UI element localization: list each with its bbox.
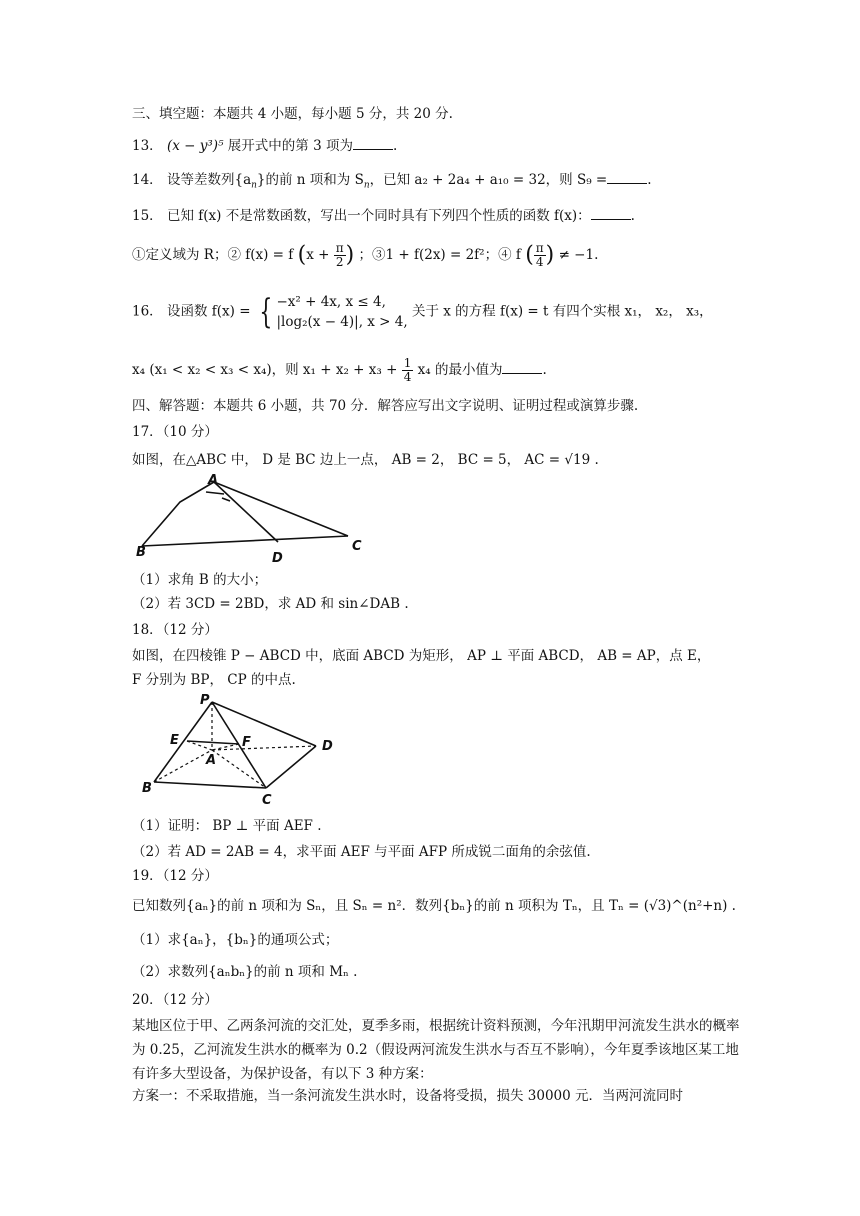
label-p: P bbox=[200, 693, 210, 708]
section-3-title: 三、填空题：本题共 4 小题，每小题 5 分，共 20 分. bbox=[132, 106, 453, 122]
question-16 bbox=[132, 292, 713, 332]
denominator: 4 bbox=[535, 255, 544, 269]
paren-close: ) bbox=[345, 242, 355, 268]
question-18-stem-2: F 分别为 BP， CP 的中点. bbox=[132, 672, 296, 688]
angle-mark bbox=[206, 492, 224, 494]
question-18-part-2: （2）若 AD = 2AB = 4，求平面 AEF 与平面 AFP 所成锐二面角的余弦值. bbox=[132, 844, 591, 860]
question-text: }的前 n 项和为 S bbox=[256, 172, 364, 188]
question-19-stem: 已知数列{aₙ}的前 n 项和为 Sₙ，且 Sₙ = n²．数列{bₙ}的前 n 项积为 Tₙ，且 Tₙ = (√3)^(n²+n) . bbox=[132, 898, 736, 914]
question-15 bbox=[132, 206, 635, 226]
answer-blank[interactable] bbox=[591, 207, 631, 220]
numerator: π bbox=[535, 241, 544, 255]
question-text: 关于 x 的方程 f(x) = t 有四个实根 x₁， x₂， x₃， bbox=[411, 303, 713, 320]
paren-open: ( bbox=[297, 242, 307, 268]
question-15-properties bbox=[132, 240, 598, 271]
section-4-title: 四、解答题：本题共 6 小题，共 70 分．解答应写出文字说明、证明过程或演算步骤. bbox=[132, 398, 639, 414]
label-a: A bbox=[208, 474, 219, 488]
answer-blank[interactable] bbox=[502, 361, 542, 374]
question-17-part-1: （1）求角 B 的大小； bbox=[132, 572, 268, 588]
edge-bc bbox=[142, 536, 348, 546]
period: . bbox=[542, 362, 547, 378]
edge-ab-hidden bbox=[154, 750, 212, 782]
label-d: D bbox=[272, 551, 283, 566]
label-d: D bbox=[322, 739, 333, 754]
question-text: 展开式中的第 3 项为 bbox=[227, 138, 353, 154]
question-14: 14． 设等差数列$\{a_n\}$的前 n 项和为 $S_n$，已知 a₂ + 2a₄ + a₁₀ = 32，则 S₉ = . bbox=[132, 172, 652, 191]
question-20-text: 某地区位于甲、乙两条河流的交汇处，夏季多雨，根据统计资料预测，今年汛期甲河流发生洪水的概率为 0.25，乙河流发生洪水的概率为 0.2（假设两河流发生洪水与否互不影响），今年夏季该地区某工地有许多大型设备，为保护设备，有以下 3 种方案： bbox=[132, 1018, 740, 1082]
period: . bbox=[630, 208, 635, 224]
fraction-1-over-4 bbox=[402, 357, 414, 384]
edge-ac bbox=[214, 482, 348, 536]
question-text: x₄ (x₁ < x₂ < x₃ < x₄)，则 x₁ + x₂ + x₃ + bbox=[132, 362, 398, 378]
edge-pd bbox=[212, 702, 316, 746]
question-20-header: 20．（12 分） bbox=[132, 992, 218, 1008]
answer-blank[interactable] bbox=[607, 171, 647, 184]
edge-bc bbox=[154, 782, 266, 788]
period: . bbox=[392, 138, 398, 154]
edge-ad-hidden bbox=[212, 746, 316, 750]
label-a: A bbox=[206, 753, 217, 768]
question-19-part-1: （1）求{aₙ}，{bₙ}的通项公式； bbox=[132, 932, 339, 948]
period: . bbox=[647, 172, 652, 188]
label-c: C bbox=[352, 539, 362, 554]
question-number: 15． bbox=[132, 208, 163, 224]
question-text: 设等差数列{a bbox=[166, 172, 252, 188]
question-number: 16． bbox=[132, 303, 163, 320]
label-b: B bbox=[136, 545, 146, 560]
question-number: 13． bbox=[132, 138, 163, 154]
question-17-part-2: （2）若 3CD = 2BD，求 AD 和 sin∠DAB . bbox=[132, 596, 409, 612]
fraction-pi-over-2 bbox=[334, 242, 346, 269]
case-2: |log₂(x − 4)|, x > 4, bbox=[276, 314, 408, 330]
question-17-stem: 如图，在△ABC 中， D 是 BC 边上一点， AB = 2， BC = 5， AC = √19 . bbox=[132, 452, 599, 468]
piecewise-cases bbox=[276, 292, 407, 332]
angle-mark bbox=[222, 498, 230, 501]
paren-open: ( bbox=[525, 242, 534, 268]
question-20-plan-1: 方案一：不采取措施，当一条河流发生洪水时，设备将受损，损失 30000 元．当两河流同时 bbox=[132, 1088, 684, 1104]
property-text: x + bbox=[306, 247, 330, 263]
question-text: 设函数 f(x) = bbox=[166, 303, 251, 320]
pyramid-figure bbox=[132, 692, 352, 810]
edge-cd bbox=[266, 746, 316, 788]
property-text: ；③1 + f(2x) = 2f²；④ f bbox=[358, 247, 521, 263]
question-18-header: 18．（12 分） bbox=[132, 622, 218, 638]
segment-ad bbox=[214, 482, 278, 542]
question-13 bbox=[132, 136, 397, 156]
denominator: 2 bbox=[335, 255, 344, 269]
label-b: B bbox=[142, 781, 152, 796]
label-e: E bbox=[170, 733, 179, 748]
question-19-header: 19．（12 分） bbox=[132, 868, 218, 884]
label-f: F bbox=[242, 735, 251, 750]
brace: { bbox=[259, 292, 273, 332]
property-text: ①定义域为 R；② f(x) = f bbox=[132, 247, 294, 263]
question-text: 已知 f(x) 不是常数函数，写出一个同时具有下列四个性质的函数 f(x)： bbox=[166, 208, 591, 224]
question-text: x₄ 的最小值为 bbox=[417, 362, 503, 378]
edge-ab bbox=[142, 482, 214, 546]
case-1: −x² + 4x, x ≤ 4, bbox=[276, 294, 386, 310]
paren-close: ) bbox=[545, 242, 555, 268]
question-number: 14． bbox=[132, 172, 163, 188]
math-expression: (x − y³)⁵ bbox=[166, 138, 224, 154]
triangle-figure bbox=[132, 474, 372, 566]
label-c: C bbox=[262, 793, 272, 808]
question-18-stem-1: 如图，在四棱锥 P − ABCD 中，底面 ABCD 为矩形， AP ⊥ 平面 ABCD， AB = AP，点 E， bbox=[132, 648, 711, 664]
denominator: 4 bbox=[403, 370, 412, 384]
fraction-pi-over-4 bbox=[534, 242, 546, 269]
question-text: ，已知 a₂ + 2a₄ + a₁₀ = 32，则 S₉ = bbox=[369, 172, 608, 188]
answer-blank[interactable] bbox=[353, 137, 393, 150]
question-16-line-2 bbox=[132, 356, 547, 384]
question-18-part-1: （1）证明： BP ⊥ 平面 AEF . bbox=[132, 818, 322, 834]
segment-ac-hidden bbox=[212, 750, 266, 788]
question-17-header: 17．（10 分） bbox=[132, 424, 218, 440]
numerator: π bbox=[335, 241, 344, 255]
question-19-part-2: （2）求数列{aₙbₙ}的前 n 项和 Mₙ . bbox=[132, 964, 358, 980]
property-text: ≠ −1. bbox=[558, 247, 599, 263]
numerator: 1 bbox=[403, 356, 412, 370]
edge-pc bbox=[212, 702, 266, 788]
